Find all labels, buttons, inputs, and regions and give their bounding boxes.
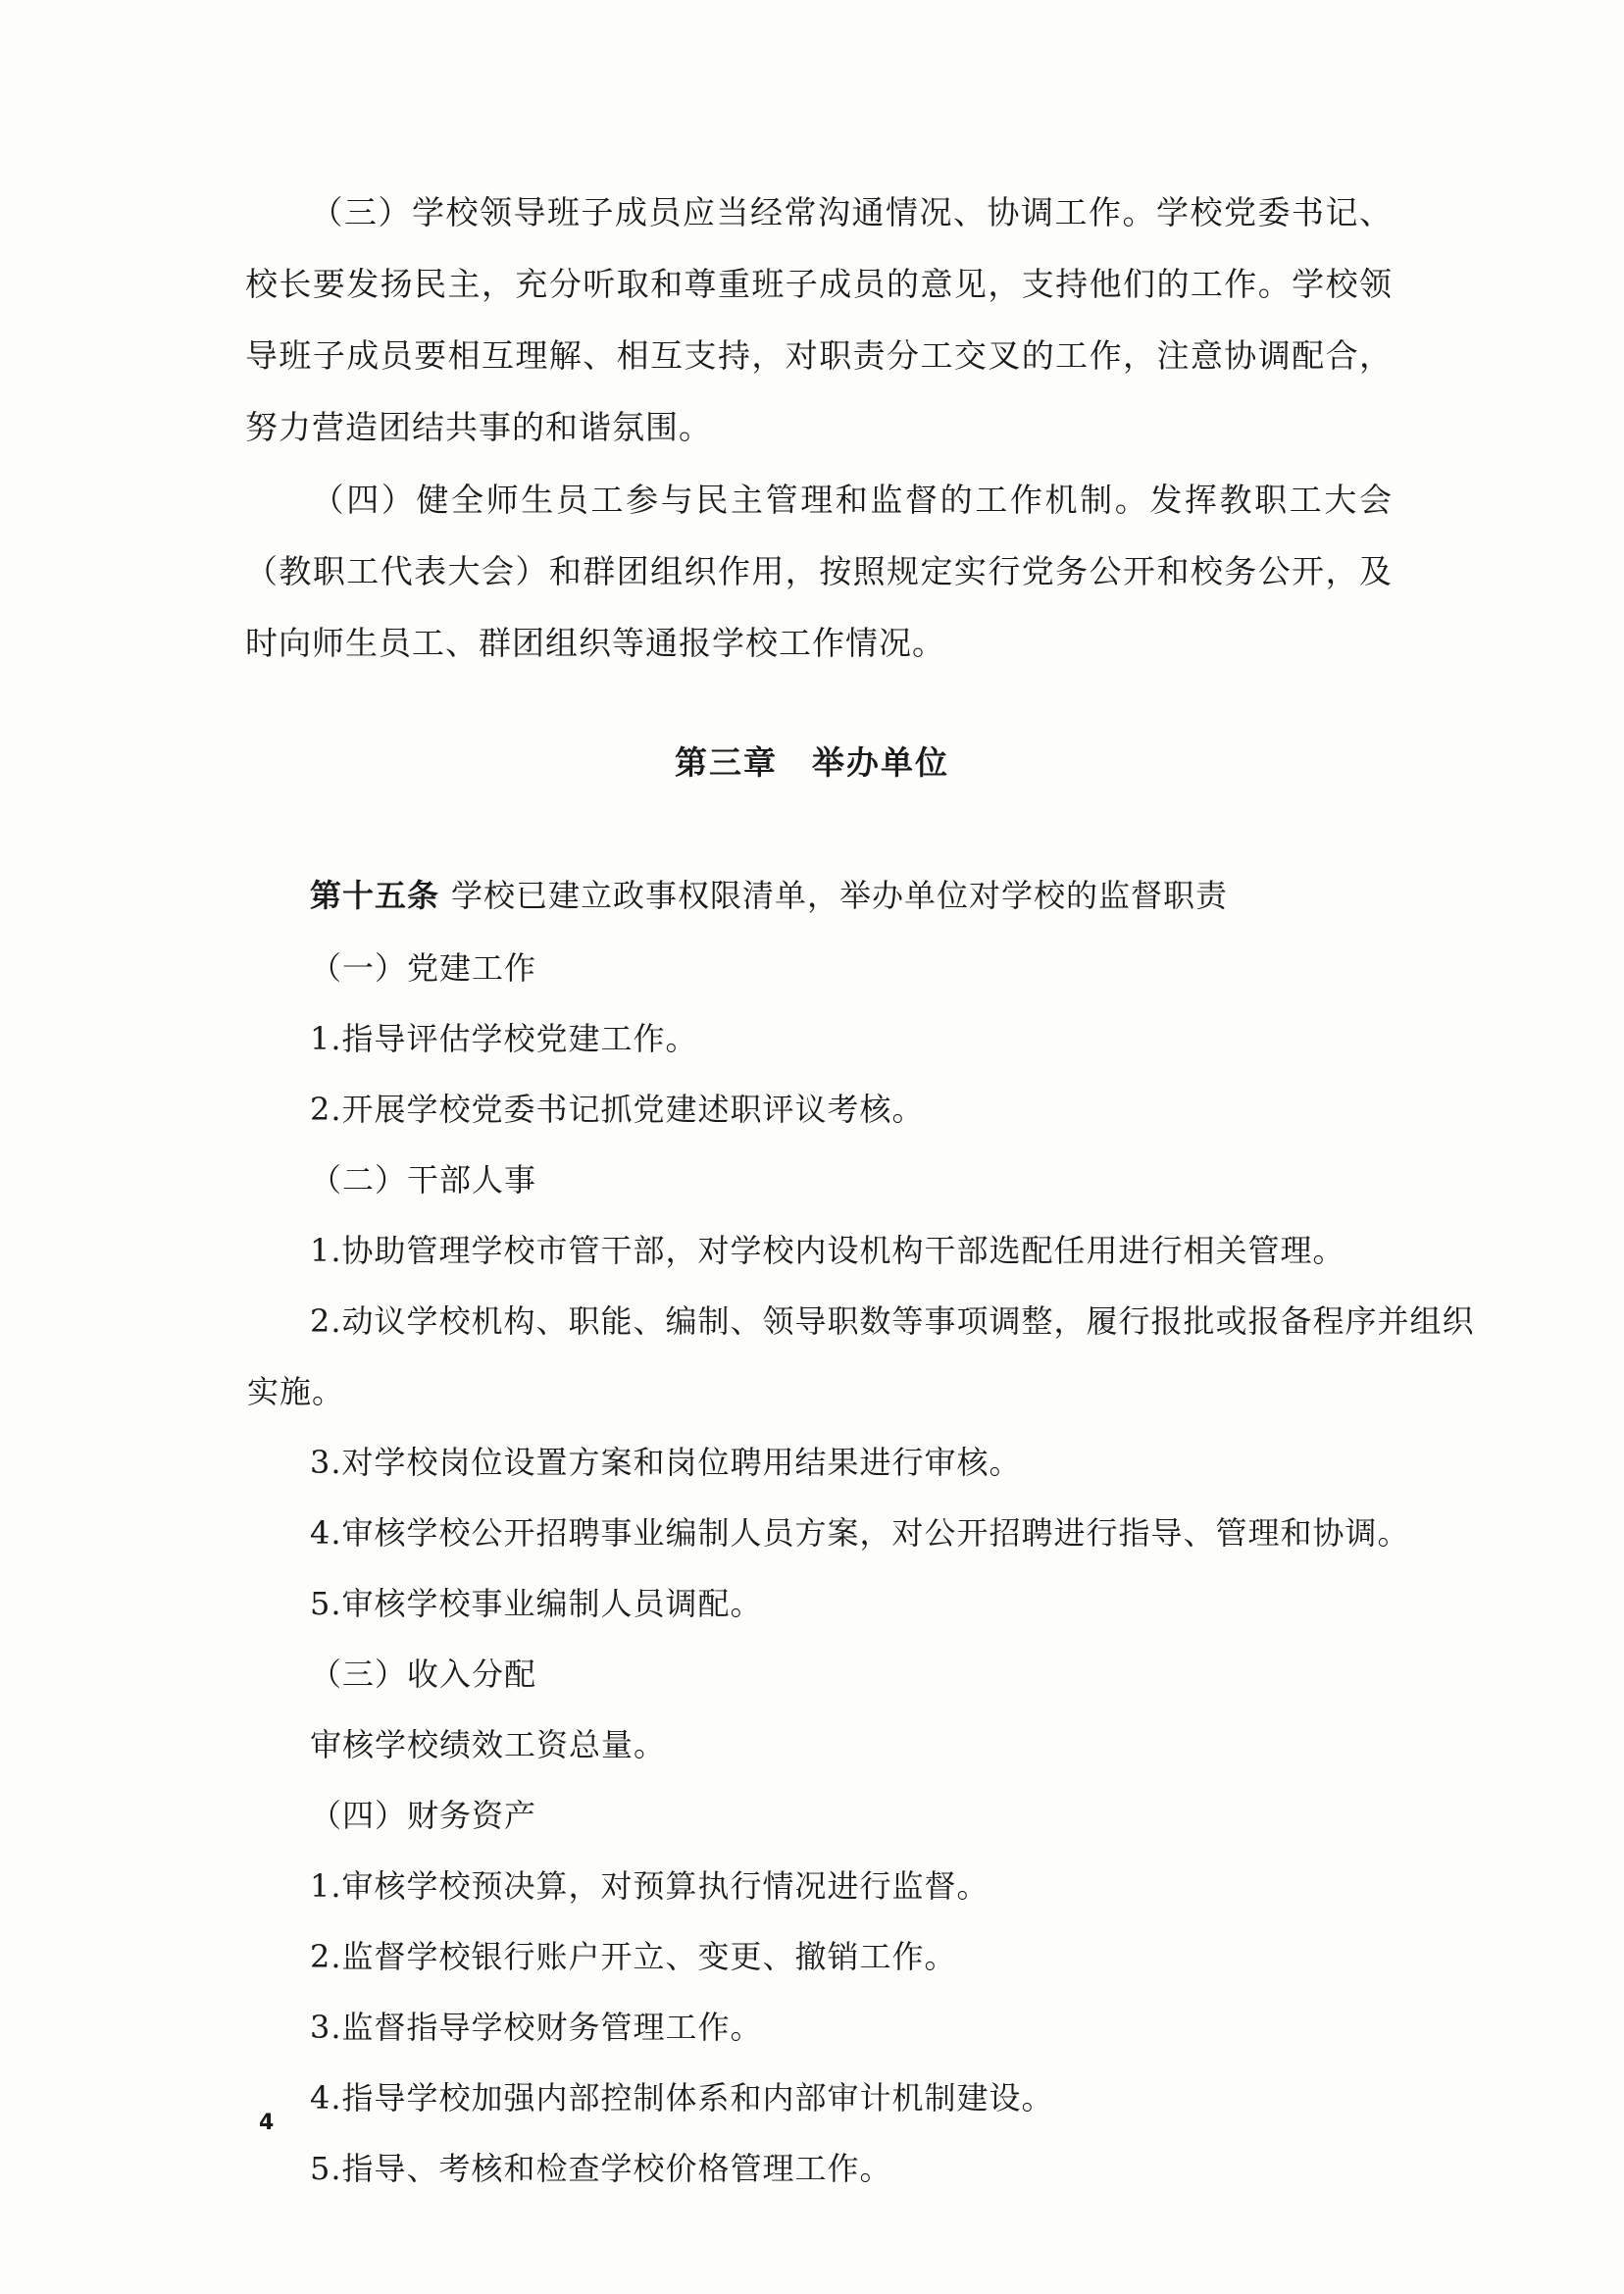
- list-item: 4.审核学校公开招聘事业编制人员方案，对公开招聘进行指导、管理和协调。: [310, 1514, 1410, 1552]
- paragraph-democratic-management: [245, 464, 1393, 679]
- list-item: 4.指导学校加强内部控制体系和内部审计机制建设。: [310, 2079, 1054, 2116]
- list-item: 3.监督指导学校财务管理工作。: [310, 2009, 763, 2046]
- section-title-party-building: （一）党建工作: [310, 949, 537, 987]
- list-item: 1.协助管理学校市管干部，对学校内设机构干部选配任用进行相关管理。: [310, 1232, 1345, 1269]
- article-label: 第十五条: [310, 877, 440, 914]
- paragraph-text: （三）学校领导班子成员应当经常沟通情况、协调工作。学校党委书记、校长要发扬民主，充分听取和尊重班子成员的意见，支持他们的工作。学校领导班子成员要相互理解、相互支持，对职责分工交叉的工作，注意协调配合，努力营造团结共事的和谐氛围。: [245, 193, 1393, 446]
- paragraph-leadership-communication: [245, 177, 1393, 463]
- article-text: 学校已建立政事权限清单，举办单位对学校的监督职责: [451, 877, 1229, 914]
- list-item: 2.开展学校党委书记抓党建述职评议考核。: [310, 1091, 925, 1128]
- section-title-personnel: （二）干部人事: [310, 1161, 537, 1198]
- list-item: 5.审核学校事业编制人员调配。: [310, 1585, 763, 1622]
- list-item: 审核学校绩效工资总量。: [310, 1726, 667, 1763]
- list-item: 1.指导评估学校党建工作。: [310, 1020, 698, 1057]
- section-title-finance: （四）财务资产: [310, 1797, 537, 1834]
- article-15-heading: [310, 871, 1228, 916]
- paragraph-text: （四）健全师生员工参与民主管理和监督的工作机制。发挥教职工大会（教职工代表大会）和群团组织作用，按照规定实行党务公开和校务公开，及时向师生员工、群团组织等通报学校工作情况。: [245, 481, 1393, 662]
- section-title-income: （三）收入分配: [310, 1656, 537, 1693]
- list-item-continuation: 实施。: [247, 1373, 345, 1410]
- list-item: 5.指导、考核和检查学校价格管理工作。: [310, 2150, 892, 2187]
- list-item: 2.动议学校机构、职能、编制、领导职数等事项调整，履行报批或报备程序并组织: [310, 1302, 1475, 1340]
- chapter-title: 第三章 举办单位: [675, 743, 949, 782]
- page-number: 4: [259, 2111, 275, 2135]
- list-item: 2.监督学校银行账户开立、变更、撤销工作。: [310, 1938, 957, 1975]
- list-item: 1.审核学校预决算，对预算执行情况进行监督。: [310, 1867, 990, 1905]
- list-item: 3.对学校岗位设置方案和岗位聘用结果进行审核。: [310, 1444, 1022, 1481]
